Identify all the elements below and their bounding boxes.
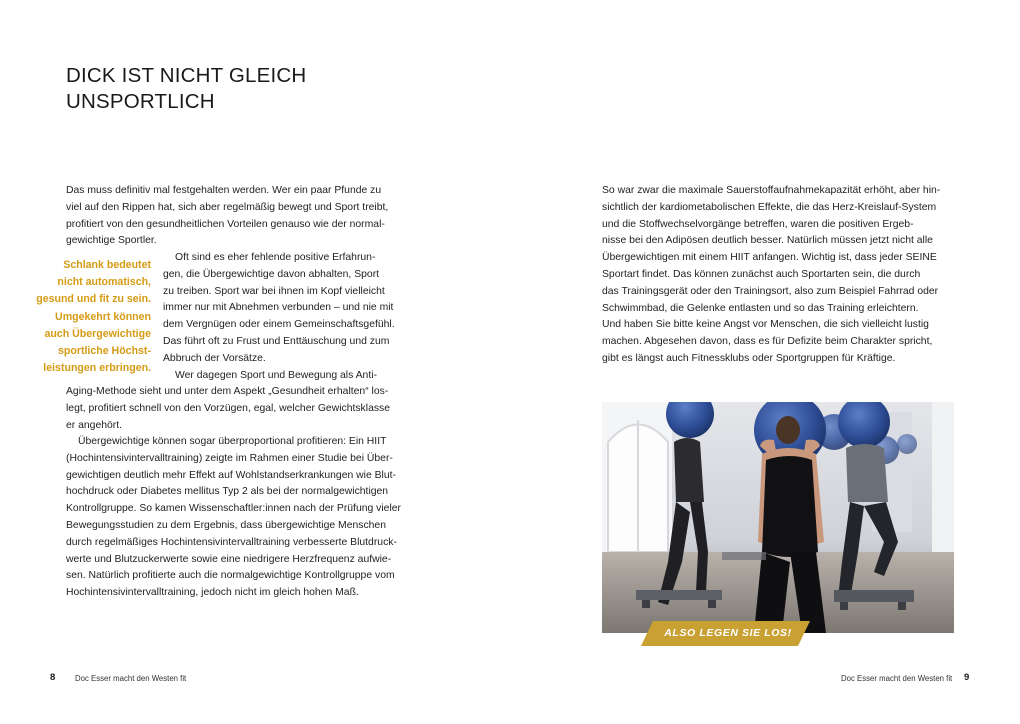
text-line: immer nur mit Abnehmen verbunden – und nie mit — [163, 302, 394, 314]
pull-quote-line: auch Übergewichtige — [44, 327, 151, 340]
text-line: durch regelmäßiges Hochintensivintervalltraining verbesserte Blutdruck- — [66, 536, 397, 548]
text-line: zu treiben. Sport war bei ihnen im Kopf vielleicht — [163, 285, 385, 297]
pull-quote-line: gesund und fit zu sein. — [36, 293, 151, 306]
paragraph-anti-aging — [66, 384, 418, 434]
footer-right: Doc Esser macht den Westen fit — [841, 674, 953, 683]
text-line: legt, profitiert schnell von den Vorzügen, egal, welcher Gewichtsklasse — [66, 402, 391, 414]
text-line: Wer dagegen Sport und Bewegung als Anti- — [175, 369, 377, 381]
title-line: UNSPORTLICH — [66, 90, 215, 113]
text-line: Übergewichtige können sogar überproportional profitieren: Ein HIIT — [78, 436, 387, 447]
pull-quote-line: leistungen erbringen. — [43, 362, 151, 375]
text-line: und die Stoffwechselvorgänge betreffen, waren die positiven Ergeb- — [602, 218, 914, 230]
text-line: das Trainingsgerät oder den Trainingsort, also zum Beispiel Fahrrad oder — [602, 285, 939, 297]
text-line: nisse bei den Adipösen deutlich besser. Natürlich müssen jetzt nicht alle — [602, 235, 933, 247]
text-line: Oft sind es eher fehlende positive Erfahrun- — [175, 252, 376, 263]
text-line: sen. Natürlich profitierte auch die normalgewichtige Kontrollgruppe vom — [66, 570, 395, 582]
text-line: Kontrollgruppe. So kamen Wissenschaftler:innen nach der Prüfung vieler — [66, 503, 401, 515]
text-line: werte und Blutzuckerwerte sowie eine niedrigere Herzfrequenz aufwie- — [66, 553, 392, 565]
fitness-class-photo — [602, 402, 954, 633]
text-line: So war zwar die maximale Sauerstoffaufnahmekapazität erhöht, aber hin- — [602, 185, 941, 196]
paragraph-right — [602, 183, 954, 368]
pull-quote — [30, 257, 151, 377]
paragraph-hiit — [66, 434, 418, 602]
text-line: gewichtige Sportler. — [66, 235, 157, 247]
text-line: Sportart findet. Das können zunächst auch Sportarten sein, die durch — [602, 268, 921, 280]
intro-paragraph — [66, 183, 418, 250]
pull-quote-line: Schlank bedeutet — [63, 259, 151, 271]
text-line: Hochintensivintervalltraining, jedoch nicht im gleich hohen Maß. — [66, 587, 359, 599]
page-number-right: 9 — [964, 672, 970, 683]
text-line: Und haben Sie bitte keine Angst vor Menschen, die sich vielleicht lustig — [602, 319, 929, 331]
text-line: er angehört. — [66, 419, 123, 431]
text-line: profitiert von den gesundheitlichen Vorteilen genauso wie der normal- — [66, 218, 385, 230]
text-line: (Hochintensivintervalltraining) zeigte im Rahmen einer Studie bei Über- — [66, 452, 393, 464]
pull-quote-line: sportliche Höchst- — [57, 345, 151, 358]
text-line: Abbruch der Vorsätze. — [163, 352, 266, 364]
text-line: Das muss definitiv mal festgehalten werden. Wer ein paar Pfunde zu — [66, 185, 382, 196]
text-line: Aging-Methode sieht und unter dem Aspekt „Gesundheit erhalten“ los- — [66, 386, 389, 397]
text-line: Das führt oft zu Frust und Enttäuschung und zum — [163, 335, 390, 347]
call-to-action-banner: ALSO LEGEN SIE LOS! — [664, 627, 792, 639]
text-line: Schwimmbad, die Gelenke entlasten und so das Training erleichtern. — [602, 302, 919, 314]
text-line: Bewegungsstudien zu dem Ergebnis, dass übergewichtige Menschen — [66, 519, 386, 531]
page-title — [66, 63, 446, 115]
text-line: hochdruck oder Diabetes mellitus Typ 2 als bei der normalgewichtigen — [66, 486, 389, 498]
text-line: viel auf den Rippen hat, sich aber regelmäßig bewegt und Sport treibt, — [66, 201, 389, 213]
right-page — [510, 0, 1020, 724]
text-line: gewichtigen deutlich mehr Effekt auf Wohlstandserkrankungen wie Blut- — [66, 469, 396, 481]
pull-quote-line: nicht automatisch, — [57, 276, 151, 289]
text-line: Übergewichtigen mit einem HIIT anfangen. Wichtig ist, dass jeder SEINE — [602, 252, 937, 264]
title-line: DICK IST NICHT GLEICH — [66, 64, 307, 87]
text-line: gen, die Übergewichtige davon abhalten, Sport — [163, 268, 380, 280]
text-line: machen. Abgesehen davon, dass es für Defizite beim Charakter spricht, — [602, 336, 933, 348]
paragraph-erfahrungen — [163, 250, 418, 384]
text-line: dem Vergnügen oder einem Gemeinschaftsgefühl. — [163, 319, 395, 331]
text-line: sichtlich der kardiometabolischen Effekte, die das Herz-Kreislauf-System — [602, 201, 937, 213]
page-number-left: 8 — [50, 672, 56, 683]
pull-quote-line: Umgekehrt können — [55, 310, 151, 323]
footer-left: Doc Esser macht den Westen fit — [75, 674, 187, 683]
text-line: gibt es längst auch Fitnessklubs oder Sportgruppen für Kräftige. — [602, 352, 896, 364]
